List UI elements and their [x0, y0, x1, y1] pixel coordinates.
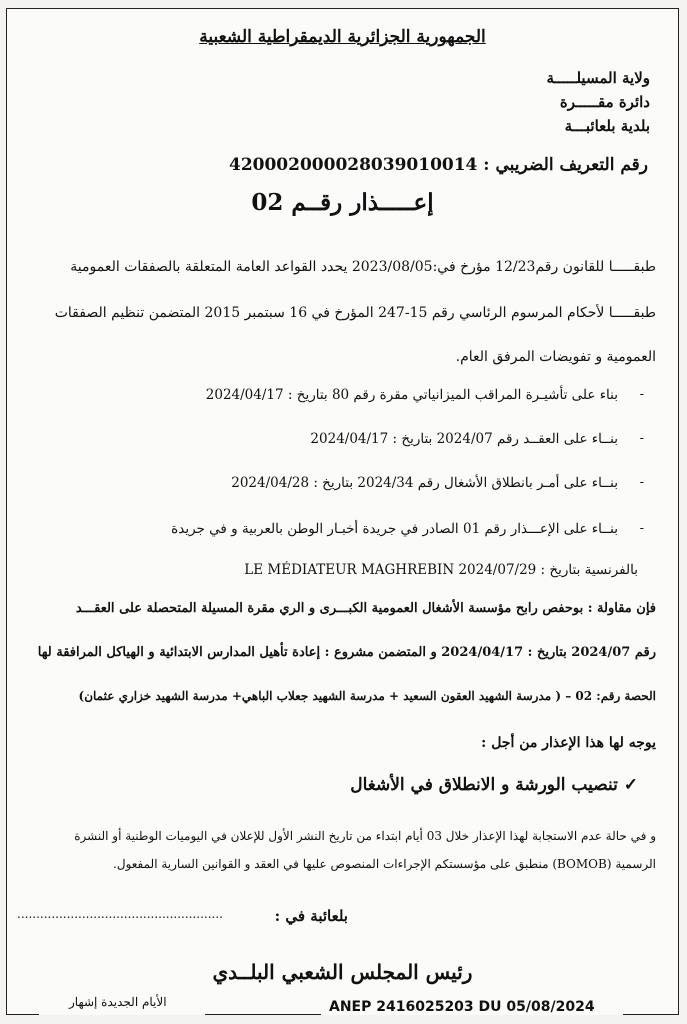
- body-deadline: و في حالة عدم الاستجابة لهذا الإعذار خلال 03 أيام ابتداء من تاريخ النشر الأول للإعلان في اليوميات الوطنية أو النشرة: [74, 829, 656, 843]
- republic-title: الجمهورية الجزائرية الديمقراطية الشعبية: [199, 27, 486, 47]
- bullet-dash: -: [639, 431, 644, 446]
- bullet-order: بنــاء على أمـر بانطلاق الأشغال رقم 2024/34 بتاريخ : 2024/04/28: [231, 475, 618, 491]
- document-page: [6, 8, 679, 1015]
- anep-reference: ANEP 2416025203 DU 05/08/2024: [329, 999, 595, 1015]
- daira-line: دائرة مقـــــرة: [559, 93, 650, 111]
- intro-decree: طبقـــــا لأحكام المرسوم الرئاسي رقم 15-247 المؤرخ في 16 سبتمبر 2015 المتضمن تنظيم الصفقات: [54, 305, 656, 321]
- bottom-rule-mid: [205, 1014, 321, 1015]
- commune-line: بلدية بلعائبـــة: [564, 117, 650, 135]
- bullet-contract: بنــاء على العقــد رقم 2024/07 بتاريخ : 2024/04/17: [310, 431, 618, 447]
- intro-law: طبقـــــا للقانون رقم12/23 مؤرخ في:2023/08/05 يحدد القواعد العامة المتعلقة بالصفقات العمومية: [70, 259, 656, 275]
- bottom-rule-right: [623, 1014, 678, 1015]
- bullet-dash: -: [639, 521, 644, 536]
- body-purpose: يوجه لها هذا الإعذار من أجل :: [481, 735, 656, 751]
- signatory: رئيس المجلس الشعبي البلــدي: [212, 960, 473, 984]
- body-contract: رقم 2024/07 بتاريخ : 2024/04/17 و المتضمن مشروع : إعادة تأهيل المدارس الابتدائية و الهياكل المرافقة لها: [37, 645, 656, 660]
- body-company: فإن مقاولة : بوحفص رابح مؤسسة الأشغال العمومية الكبـــرى و الري مقرة المسيلة المتحصلة على العقـــد: [75, 601, 656, 616]
- bullet-newspaper-fr: LE MÉDIATEUR MAGHREBIN بالفرنسية بتاريخ : 2024/07/29: [244, 562, 638, 578]
- bullet-dash: -: [639, 387, 644, 402]
- bottom-rule-left: [7, 1014, 39, 1015]
- body-deadline-cont: الرسمية (BOMOB) منطبق على مؤسستكم الإجراءات المنصوص عليها في العقد و القوانين السارية المفعول.: [113, 857, 656, 871]
- wilaya-line: ولاية المسيلـــــة: [546, 69, 650, 87]
- body-lot: الحصة رقم: 02 – ( مدرسة الشهيد العقون السعيد + مدرسة الشهيد جعلاب الباهي+ مدرسة الشهيد خزاري عثمان): [78, 689, 656, 703]
- body-action: ✓ تنصيب الورشة و الانطلاق في الأشغال: [350, 775, 638, 795]
- date-dots: ......................................................: [17, 907, 223, 921]
- intro-decree-cont: العمومية و تفويضات المرفق العام.: [455, 349, 656, 365]
- bullet-dash: -: [639, 475, 644, 490]
- newspaper-label: الأيام الجديدة إشهار: [69, 995, 167, 1009]
- bullet-notice: بنــاء على الإعـــذار رقم 01 الصادر في جريدة أخبـار الوطن بالعربية و في جريدة: [171, 521, 618, 537]
- notice-title: إعـــــذار رقــم 02: [251, 189, 434, 216]
- place-date-label: بلعائبة في :: [274, 907, 348, 925]
- tax-id: رقم التعريف الضريبي : 420002000028039010014: [228, 155, 648, 175]
- bullet-visa: بناء على تأشيـرة المراقب الميزانياتي مقرة رقم 80 بتاريخ : 2024/04/17: [205, 387, 618, 403]
